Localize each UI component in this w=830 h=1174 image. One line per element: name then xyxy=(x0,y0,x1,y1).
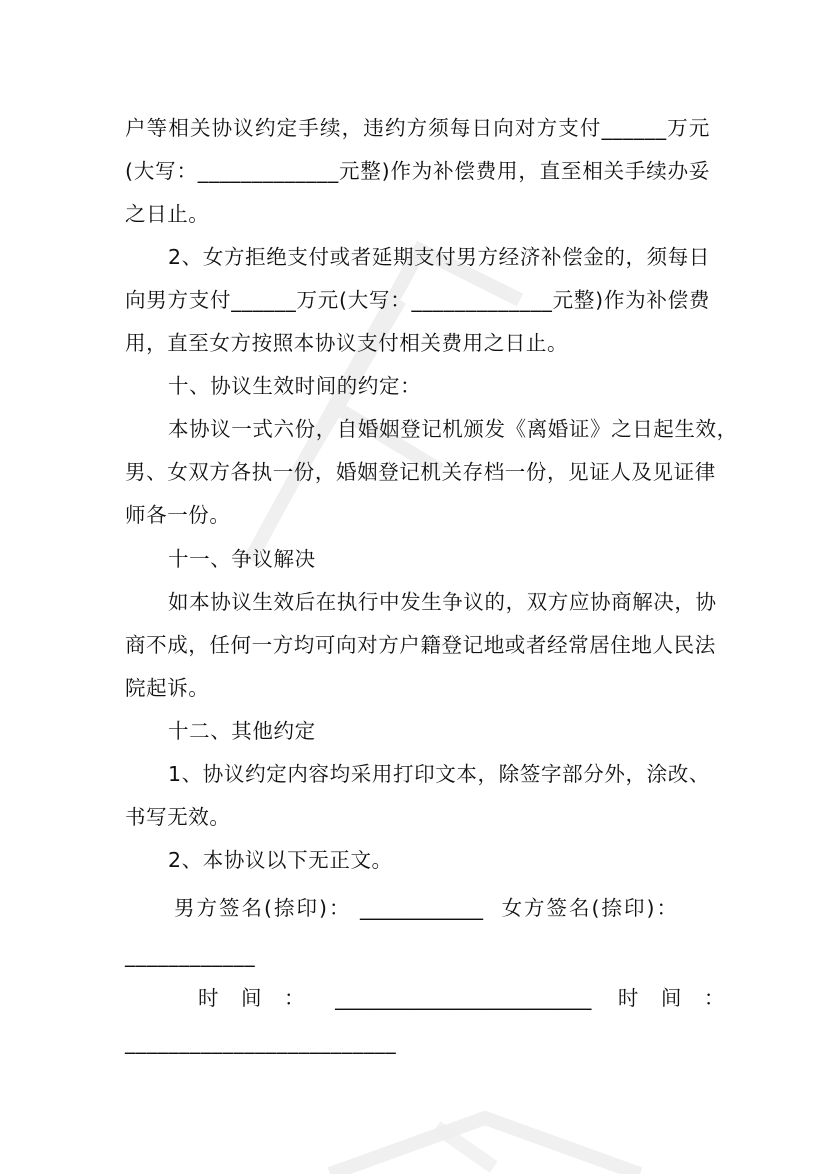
time-row xyxy=(198,983,733,1013)
text-line: 师各一份。 xyxy=(125,503,231,527)
time-blank-female[interactable]: _________________________ xyxy=(125,1030,397,1054)
text-line: 本协议一式六份，自婚姻登记机颁发《离婚证》之日起生效， xyxy=(168,417,738,441)
section-heading: 十二、其他约定 xyxy=(168,719,316,743)
text-line: 2、本协议以下无正文。 xyxy=(168,848,393,872)
section-heading: 十、协议生效时间的约定： xyxy=(168,374,422,398)
text-line: 如本协议生效后在执行中发生争议的，双方应协商解决，协 xyxy=(168,590,717,614)
time-label-male: 时 间 ： xyxy=(198,986,313,1010)
text-line: 商不成，任何一方均可向对方户籍登记地或者经常居住地人民法 xyxy=(125,633,716,657)
male-signature-label: 男方签名(捺印)： xyxy=(174,896,352,920)
text-line: 户等相关协议约定手续，违约方须每日向对方支付______万元 xyxy=(125,116,710,140)
female-signature-blank[interactable]: ____________ xyxy=(125,943,256,967)
section-heading: 十一、争议解决 xyxy=(168,547,316,571)
female-signature-label: 女方签名(捺印)： xyxy=(501,896,680,920)
time-label-female: 时 间 ： xyxy=(617,986,733,1010)
text-line: 之日止。 xyxy=(125,202,210,226)
text-line: 1、协议约定内容均采用打印文本，除签字部分外，涂改、 xyxy=(168,762,710,786)
male-signature-blank[interactable]: ____________ xyxy=(360,896,484,920)
text-line: (大写：_____________元整)作为补偿费用，直至相关手续办妥 xyxy=(125,159,710,183)
signature-row xyxy=(174,893,714,923)
text-line: 男、女双方各执一份，婚姻登记机关存档一份，见证人及见证律 xyxy=(125,460,716,484)
text-line: 用，直至女方按照本协议支付相关费用之日止。 xyxy=(125,331,569,355)
text-line: 院起诉。 xyxy=(125,676,210,700)
text-line: 书写无效。 xyxy=(125,805,231,829)
text-line: 2、女方拒绝支付或者延期支付男方经济补偿金的，须每日 xyxy=(168,245,710,269)
text-line: 向男方支付______万元(大写：_____________元整)作为补偿费 xyxy=(125,288,710,312)
time-blank-male[interactable]: _________________________ xyxy=(335,986,592,1010)
